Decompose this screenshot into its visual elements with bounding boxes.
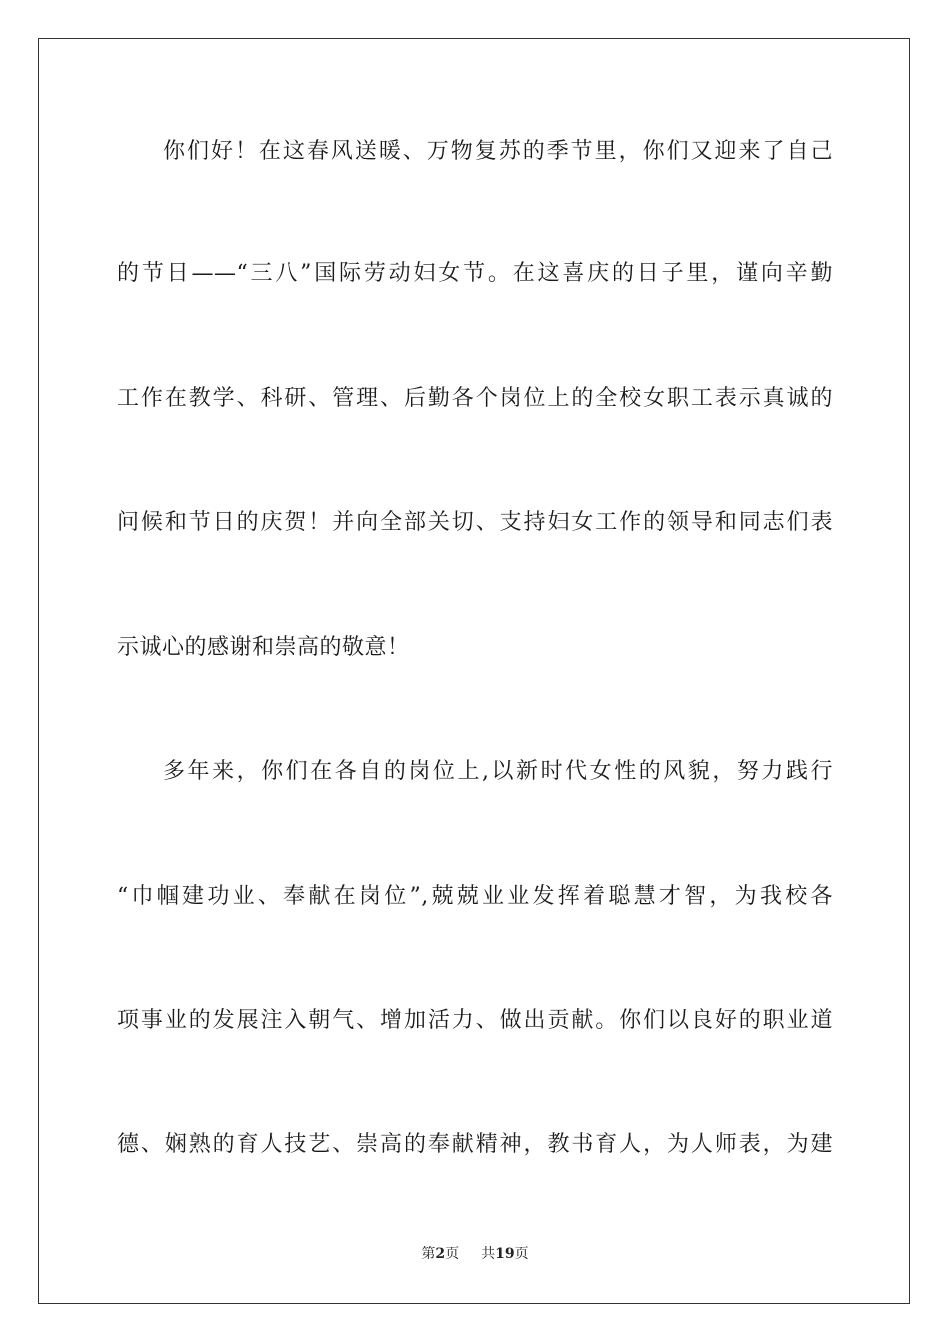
paragraph-1-line-2: 的节日——“三八”国际劳动妇女节。在这喜庆的日子里，谨向辛勤 [117, 261, 833, 286]
paragraph-1-line-1: 你们好！在这春风送暖、万物复苏的季节里，你们又迎来了自己 [163, 139, 833, 164]
total-prefix: 共 [481, 1246, 496, 1262]
paragraph-1-line-3: 工作在教学、科研、管理、后勤各个岗位上的全校女职工表示真诚的 [117, 386, 833, 411]
page-number: 2 [435, 1246, 446, 1262]
total-pages: 19 [495, 1246, 515, 1262]
page-suffix: 页 [445, 1246, 460, 1262]
paragraph-1-line-4: 问候和节日的庆贺！并向全部关切、支持妇女工作的领导和同志们表 [117, 510, 833, 535]
paragraph-2-line-4: 德、娴熟的育人技艺、崇高的奉献精神，教书育人，为人师表，为建 [117, 1132, 833, 1157]
paragraph-1-line-5: 示诚心的感谢和崇高的敬意！ [117, 635, 410, 660]
page-footer [0, 1244, 950, 1264]
paragraph-2-line-1: 多年来，你们在各自的岗位上,以新时代女性的风貌，努力践行 [163, 759, 833, 784]
paragraph-2-line-3: 项事业的发展注入朝气、增加活力、做出贡献。你们以良好的职业道 [117, 1008, 833, 1033]
page-prefix: 第 [421, 1246, 436, 1262]
page-border [38, 38, 910, 1304]
paragraph-2-line-2: “巾帼建功业、奉献在岗位”,兢兢业业发挥着聪慧才智，为我校各 [117, 884, 833, 909]
total-suffix: 页 [514, 1246, 529, 1262]
